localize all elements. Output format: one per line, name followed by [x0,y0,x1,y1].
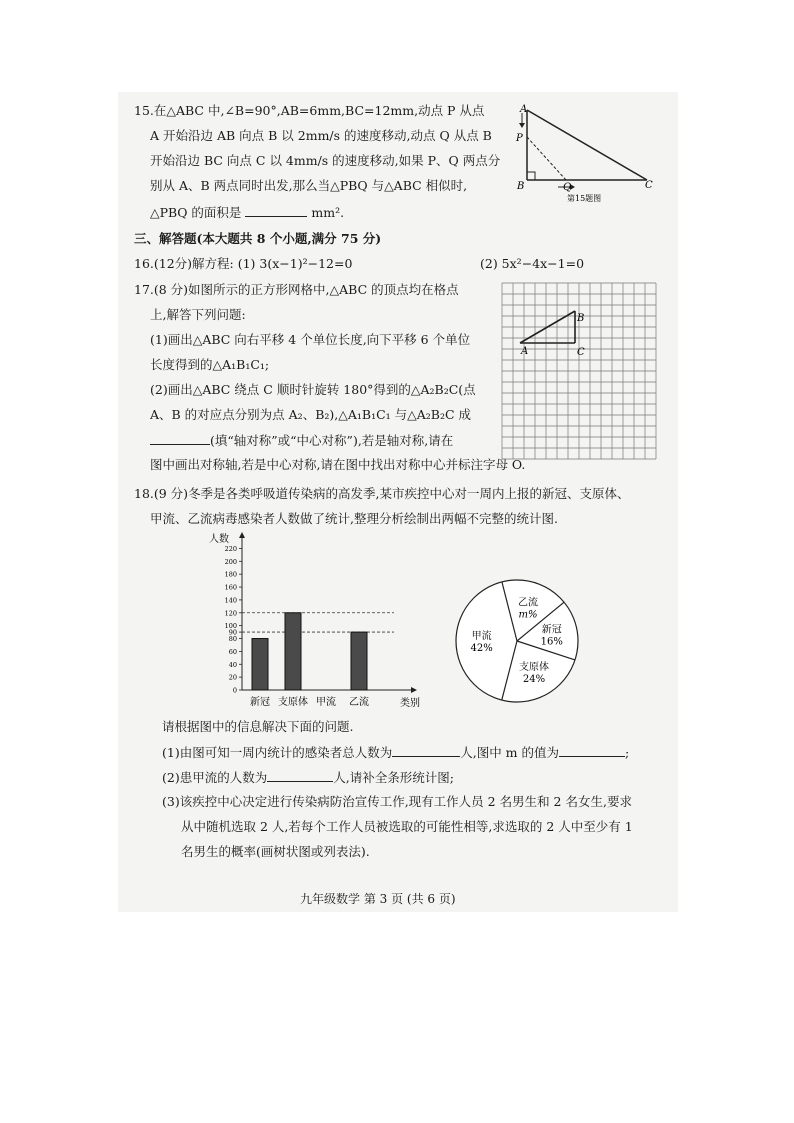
q18-sub2-text-a: (2)患甲流的人数为 [162,770,268,785]
q16-part2: (2) 5x²−4x−1=0 [480,256,585,271]
q18-sub2-text-b: 人,请补全条形统计图; [333,770,454,785]
q16-part1: 16.(12分)解方程: (1) 3(x−1)²−12=0 [134,256,353,271]
q15-line-4: 别从 A、B 两点同时出发,那么当△PBQ 与△ABC 相似时, [150,178,468,193]
y-tick-label: 120 [224,609,237,618]
q17-square-grid [498,279,660,469]
category-label: 乙流 [349,697,369,708]
x-axis-arrow-icon [411,687,417,693]
grid-label-c: C [577,347,585,358]
q18-sub1-text-c: ; [625,745,630,760]
label-q: Q [563,182,572,193]
y-tick-label: 60 [228,647,237,656]
q15-line-1: 15.在△ABC 中,∠B=90°,AB=6mm,BC=12mm,动点 P 从点 [134,103,485,118]
category-label: 支原体 [278,697,308,708]
q17-line-4: 长度得到的△A₁B₁C₁; [150,357,270,372]
section-3-heading: 三、解答题(本大题共 8 个小题,满分 75 分) [134,231,382,246]
slice-label: 新冠 [541,624,562,636]
category-label: 新冠 [250,697,270,708]
grid-lines [502,283,656,459]
q18-line-1: 18.(9 分)冬季是各类呼吸道传染病的高发季,某市疾控中心对一周内上报的新冠、支原体、 [134,486,630,501]
q18-sub1 [162,744,629,761]
q18-sub3-line-1: (3)该疾控中心决定进行传染病防治宣传工作,现有工作人员 2 名男生和 2 名女生,要求 [162,794,632,809]
label-p: P [516,133,523,144]
y-tick-label: 200 [224,557,237,566]
q15-answer-blank[interactable] [245,204,307,217]
bar-chart [206,530,436,710]
q18-sub3-line-3: 名男生的概率(画树状图或列表法). [181,844,370,859]
label-c: C [645,180,653,191]
q18-sub2 [162,769,454,786]
y-tick-label: 140 [224,596,237,605]
y-tick-label: 40 [228,660,237,669]
slice-label: 乙流 [517,597,538,609]
y-tick-label: 20 [228,673,237,682]
q17-line-2: 上,解答下列问题: [150,307,246,322]
y-tick-label: 0 [232,686,237,695]
x-axis-label: 类别 [400,698,420,709]
y-tick-label: 100 [224,622,237,631]
arrow-down-head [519,123,525,128]
y-axis-label: 人数 [209,534,229,545]
q17-line-8: 图中画出对称轴,若是中心对称,请在图中找出对称中心并标注字母 O. [150,457,526,472]
q17-line-6: A、B 的对应点分别为点 A₂、B₂),△A₁B₁C₁ 与△A₂B₂C 成 [150,407,472,422]
label-a: A [520,104,528,115]
slice-value: m% [518,609,538,621]
q18-total-blank[interactable] [392,744,460,757]
y-tick-label: 160 [224,583,237,592]
bar-支原体 [285,613,301,690]
q18-m-blank[interactable] [559,744,625,757]
fig-caption: 第15题图 [567,194,602,203]
y-tick-label: 180 [224,570,237,579]
q15-last-prefix: △PBQ 的面积是 [150,205,242,220]
right-angle-mark [527,172,535,180]
q17-line-3: (1)画出△ABC 向右平移 4 个单位长度,向下平移 6 个单位 [150,332,471,347]
y-axis-arrow-icon [239,532,245,538]
q15-last-suffix: mm². [311,205,345,220]
q17-answer-blank[interactable] [150,432,210,445]
slice-label: 支原体 [519,662,550,674]
q18-prompt: 请根据图中的信息解决下面的问题. [162,719,354,734]
q18-line-2: 甲流、乙流病毒感染者人数做了统计,整理分析绘制出两幅不完整的统计图. [150,511,558,526]
grid-label-a: A [521,346,529,357]
side-ac [527,110,647,180]
q15-triangle-figure [514,104,664,204]
q18-flu-a-blank[interactable] [267,769,333,782]
y-tick-label: 90 [228,628,237,637]
category-label: 甲流 [316,697,336,708]
slice-value: 42% [470,642,493,654]
grid-label-b: B [577,313,585,324]
q17-line-5: (2)画出△ABC 绕点 C 顺时针旋转 180°得到的△A₂B₂C(点 [150,382,476,397]
y-tick-label: 80 [228,635,237,644]
slice-value: 24% [522,674,546,686]
pie-chart [446,576,588,706]
page-footer: 九年级数学 第 3 页 (共 6 页) [300,892,456,906]
q17-line-1: 17.(8 分)如图所示的正方形网格中,△ABC 的顶点均在格点 [134,282,459,297]
segment-pq [527,137,566,180]
q15-line-5 [150,204,344,221]
bar-乙流 [351,632,367,690]
q18-sub1-text-b: 人,图中 m 的值为 [460,745,559,760]
q17-blank-suffix: (填“轴对称”或“中心对称”),若是轴对称,请在 [210,433,454,448]
q18-sub3-line-2: 从中随机选取 2 人,若每个工作人员被选取的可能性相等,求选取的 2 人中至少有 1 [181,819,633,834]
q15-line-2: A 开始沿边 AB 向点 B 以 2mm/s 的速度移动,动点 Q 从点 B [150,128,492,143]
label-b: B [517,181,525,192]
q17-line-7 [150,432,453,449]
slice-value: 16% [540,636,563,648]
bar-新冠 [252,639,268,690]
q15-line-3: 开始沿边 BC 向点 C 以 4mm/s 的速度移动,如果 P、Q 两点分 [150,153,501,168]
slice-label: 甲流 [471,630,492,642]
y-tick-label: 220 [224,544,237,553]
q18-sub1-text-a: (1)由图可知一周内统计的感染者总人数为 [162,745,393,760]
